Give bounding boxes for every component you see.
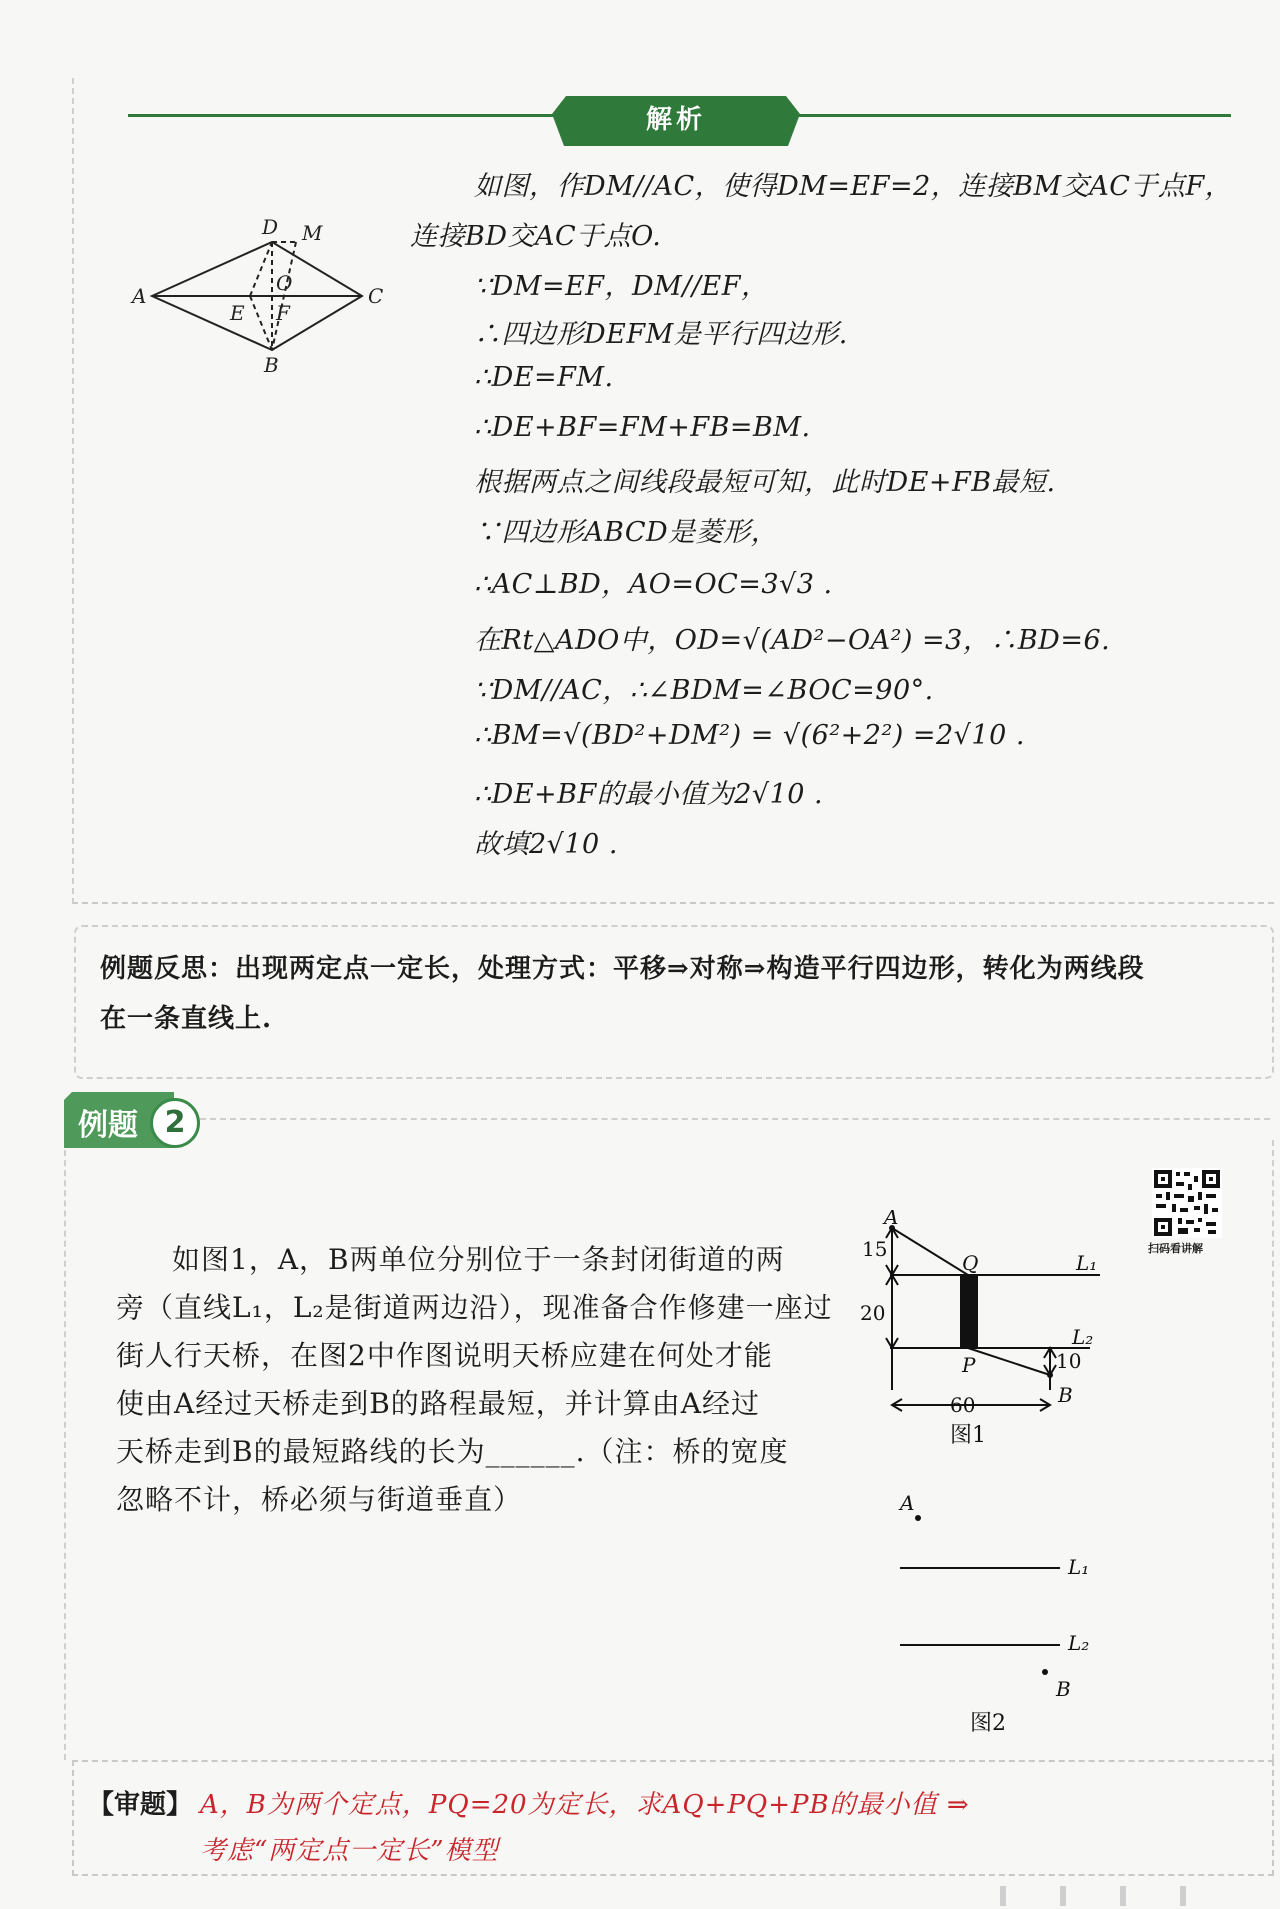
solution-line-8: ∵四边形ABCD是菱形，: [474, 517, 779, 548]
solution-line-11: ∵DM//AC，∴∠BDM=∠BOC=90°.: [474, 675, 934, 706]
solution-header-tab: [552, 96, 800, 146]
fig1-label-b: B: [1058, 1383, 1073, 1407]
fig2-label-b: B: [1056, 1677, 1071, 1701]
problem-line-3: 街人行天桥，在图2中作图说明天桥应建在何处才能: [116, 1339, 773, 1372]
fig1-dim-15: 15: [862, 1237, 888, 1261]
fig-label-f: F: [276, 301, 290, 325]
problem-line-2: 旁（直线L₁，L₂是街道两边沿），现准备合作修建一座过: [116, 1291, 833, 1324]
problem-line-6: 忽略不计，桥必须与街道垂直）: [116, 1483, 523, 1516]
fig-label-a: A: [132, 284, 147, 308]
problem-line-5: 天桥走到B的最短路线的长为______.（注：桥的宽度: [116, 1435, 789, 1468]
example-label: 例题: [78, 1108, 138, 1143]
solution-line-4: ∴四边形DEFM是平行四边形.: [474, 319, 848, 350]
figure-1: [850, 1210, 1110, 1450]
fig1-dim-10: 10: [1056, 1349, 1082, 1373]
fig-label-b: B: [264, 353, 279, 377]
problem-line-4: 使由A经过天桥走到B的路程最短，并计算由A经过: [116, 1387, 761, 1420]
fig1-dim-60: 60: [950, 1393, 976, 1417]
fig2-label-a: A: [900, 1491, 915, 1515]
solution-line-5: ∴DE=FM.: [474, 362, 614, 393]
example-header-rule: [200, 1118, 1270, 1120]
fig1-label-l1: L₁: [1076, 1251, 1098, 1275]
problem-line-1: 如图1，A，B两单位分别位于一条封闭街道的两: [172, 1243, 785, 1276]
solution-line-12: ∴BM=√(BD²+DM²) = √(6²+2²) =2√10 .: [474, 720, 1025, 751]
review-tag: 【审题】: [88, 1790, 193, 1820]
fig2-label-l2: L₂: [1068, 1631, 1090, 1655]
solution-line-1: 如图，作DM//AC，使得DM=EF=2，连接BM交AC于点F，: [474, 171, 1233, 202]
solution-line-7: 根据两点之间线段最短可知，此时DE+FB最短.: [474, 467, 1056, 498]
reflection-line-1: [100, 948, 1145, 985]
reflection-label: 例题反思：: [100, 954, 236, 984]
review-line-2: 考虑“两定点一定长”模型: [200, 1836, 499, 1866]
solution-line-9: ∴AC⊥BD，AO=OC=3√3 .: [474, 569, 833, 600]
figure-2: [880, 1480, 1120, 1740]
reflection-line-2: 在一条直线上.: [100, 1004, 273, 1034]
fig1-label-p: P: [962, 1353, 976, 1377]
fig1-label-l2: L₂: [1072, 1325, 1094, 1349]
fig1-caption: 图1: [950, 1423, 986, 1448]
fig-label-c: C: [368, 284, 384, 308]
solution-line-14: 故填2√10 .: [474, 829, 618, 860]
qr-code-icon[interactable]: [1152, 1168, 1222, 1238]
example-number: 2: [150, 1098, 200, 1148]
fig1-label-q: Q: [962, 1251, 979, 1275]
fig2-caption: 图2: [970, 1711, 1006, 1736]
review-line-1: A，B为两个定点，PQ=20为定长，求AQ+PQ+PB的最小值 ⇒: [200, 1790, 970, 1820]
fig1-label-a: A: [884, 1210, 899, 1229]
reflection-text-1: 出现两定点一定长，处理方式：平移⇒对称⇒构造平行四边形，转化为两线段: [235, 954, 1145, 984]
rhombus-figure: [130, 210, 400, 380]
fig-label-o: O: [276, 271, 293, 295]
solution-line-13: ∴DE+BF的最小值为2√10 .: [474, 779, 824, 810]
solution-line-6: ∴DE+BF=FM+FB=BM.: [474, 412, 811, 443]
fig1-dim-20: 20: [860, 1301, 886, 1325]
solution-line-10: 在Rt△ADO中，OD=√(AD²−OA²) =3，∴BD=6.: [474, 625, 1111, 656]
page-footer-bars-icon: [980, 1880, 1280, 1909]
solution-line-3: ∵DM=EF，DM//EF，: [474, 271, 769, 302]
solution-title: 解析: [645, 105, 706, 135]
fig2-label-l1: L₁: [1068, 1555, 1090, 1579]
fig-label-m: M: [302, 221, 323, 245]
fig-label-d: D: [262, 215, 279, 239]
fig-label-e: E: [230, 301, 245, 325]
qr-caption: 扫码看讲解: [1148, 1242, 1203, 1255]
solution-line-2: 连接BD交AC于点O.: [410, 221, 662, 252]
